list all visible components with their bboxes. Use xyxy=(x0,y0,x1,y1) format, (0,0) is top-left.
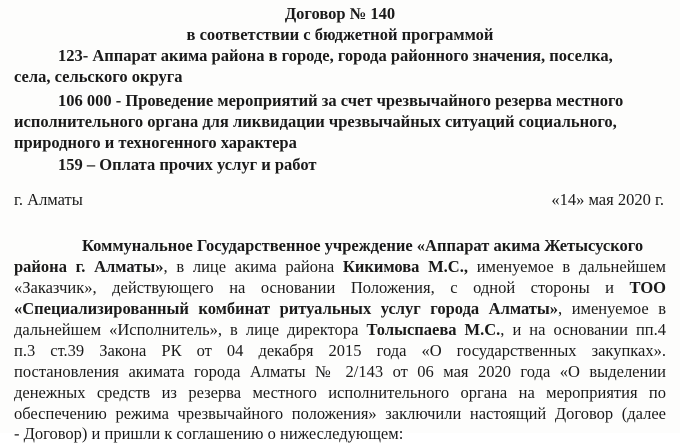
contractor-type: ТОО xyxy=(629,278,666,297)
body-line-10: - Договор) и пришли к соглашению о нижеследующем: xyxy=(14,424,404,443)
contract-date: «14» мая 2020 г. xyxy=(551,190,664,209)
body-line-2-text: , в лице акима района xyxy=(163,257,343,276)
program-159: 159 – Оплата прочих услуг и работ xyxy=(58,155,317,174)
body-line-1: Коммунальное Государственное учреждение «Аппарат акима Жетысуского xyxy=(82,236,644,255)
body-line-3-text: «Заказчик», действующего на основании Положения, с одной стороны и xyxy=(14,278,630,297)
body-line-5-text2: , и на основании пп.4 xyxy=(500,320,666,339)
program-106-line1: 106 000 - Проведение мероприятий за счет чрезвычайного резерва местного xyxy=(58,91,624,110)
body-line-6: п.3 ст.39 Закона РК от 04 декабря 2015 года «О государственных закупках». xyxy=(14,341,666,360)
akim-name: Кикимова М.С., xyxy=(342,257,468,276)
body-line-8: денежных средств из резерва местного исполнительного органа на мероприятия по xyxy=(14,383,666,402)
contract-title: Договор № 140 xyxy=(284,4,396,23)
contractor-name: «Специализированный комбинат ритуальных услуг города Алматы» xyxy=(14,299,559,318)
program-123-line1: 123- Аппарат акима района в городе, города районного значения, поселка, xyxy=(58,46,613,65)
body-line-2 xyxy=(14,257,666,277)
contract-subtitle: в соответствии с бюджетной программой xyxy=(186,25,494,44)
body-line-9: обеспечению режима чрезвычайного положения» заключили настоящий Договор (далее xyxy=(14,404,666,423)
body-line-4-text: , именуемое в xyxy=(558,299,666,318)
body-line-3 xyxy=(14,278,666,298)
place-city: г. Алматы xyxy=(14,190,83,209)
program-123-line2: села, сельского округа xyxy=(14,67,183,86)
director-name: Толыспаева М.С. xyxy=(366,320,501,339)
customer-name-end: района г. Алматы» xyxy=(14,257,164,276)
body-line-5-text: дальнейшем «Исполнитель», в лице директора xyxy=(14,320,367,339)
body-line-7: постановления акимата города Алматы № 2/143 от 06 мая 2020 года «О выделении xyxy=(14,362,666,381)
body-line-4 xyxy=(14,299,666,319)
body-line-5 xyxy=(14,320,666,340)
body-line-2-text2: именуемое в дальнейшем xyxy=(467,257,666,276)
program-106-line3: природного и техногенного характера xyxy=(14,133,297,152)
program-106-line2: исполнительного органа для ликвидации чрезвычайных ситуаций социального, xyxy=(14,112,617,131)
